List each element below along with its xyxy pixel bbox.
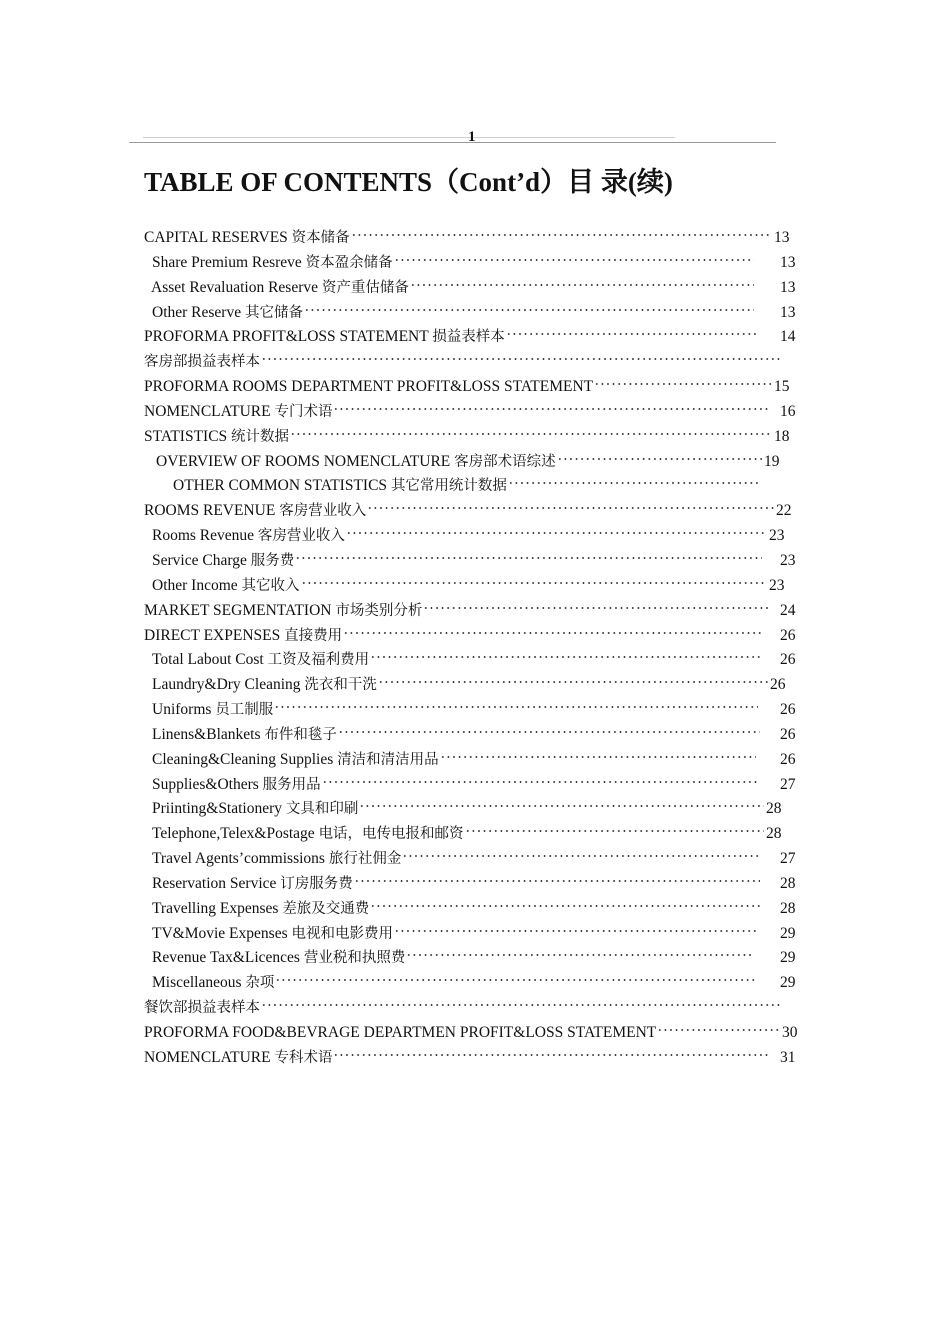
toc-entry[interactable] <box>144 872 804 897</box>
toc-entry[interactable] <box>144 325 804 350</box>
toc-entry[interactable] <box>144 624 804 649</box>
dot-leader <box>394 258 754 262</box>
toc-entry-label: Asset Revaluation Reserve 资产重估储备 <box>151 276 409 301</box>
toc-entry-label: Other Reserve 其它储备 <box>152 301 303 326</box>
header-rule-light <box>143 137 675 138</box>
dot-leader <box>406 953 754 957</box>
toc-entry-page: 26 <box>770 676 786 694</box>
dot-leader <box>506 332 756 336</box>
dot-leader <box>274 705 758 709</box>
toc-entry-label: Share Premium Resreve 资本盈余储备 <box>152 251 393 276</box>
toc-entry-label: ROOMS REVENUE 客房营业收入 <box>144 499 366 524</box>
toc-entry[interactable] <box>144 524 804 549</box>
toc-entry-page: 26 <box>780 750 796 768</box>
toc-entry-label: OTHER COMMON STATISTICS 其它常用统计数据 <box>173 474 507 499</box>
toc-entry-page: 18 <box>774 427 790 445</box>
toc-entry-page: 13 <box>774 229 790 246</box>
toc-entry-label: MARKET SEGMENTATION 市场类别分析 <box>144 599 422 624</box>
dot-leader <box>440 755 756 759</box>
toc-entry-label: DIRECT EXPENSES 直接费用 <box>144 624 342 649</box>
dot-leader <box>346 531 766 535</box>
toc-entry-label: Travelling Expenses 差旅及交通费 <box>152 897 369 922</box>
toc-entry-page: 19 <box>764 452 780 470</box>
toc-entry-page: 29 <box>780 974 796 992</box>
toc-entry[interactable] <box>144 450 804 475</box>
toc-entry-page: 31 <box>780 1048 796 1066</box>
dot-leader <box>370 904 762 908</box>
toc-entry-page: 26 <box>780 701 796 719</box>
toc-entry[interactable] <box>144 425 804 450</box>
toc-entry-page: 26 <box>780 651 796 669</box>
toc-entry[interactable] <box>144 922 804 947</box>
toc-entry-label: Laundry&Dry Cleaning 洗衣和干洗 <box>152 673 377 698</box>
dot-leader <box>423 606 768 610</box>
toc-entry-label: Miscellaneous 杂项 <box>152 971 274 996</box>
toc-entry[interactable] <box>144 1021 804 1046</box>
toc-entry[interactable] <box>144 226 804 251</box>
toc-entry[interactable] <box>144 847 804 872</box>
toc-entry[interactable] <box>144 276 804 301</box>
toc-entry-page: 28 <box>780 874 796 892</box>
toc-entry-label: Uniforms 员工制服 <box>152 698 273 723</box>
toc-entry-page: 29 <box>780 924 796 942</box>
header-rule <box>129 142 776 143</box>
toc-entry-label: Travel Agents’commissions 旅行社佣金 <box>152 847 401 872</box>
toc-entry-label: 餐饮部损益表样本 <box>144 996 260 1021</box>
toc-entry-label: Total Labout Cost 工资及福利费用 <box>152 648 369 673</box>
toc-entry-label: PROFORMA FOOD&BEVRAGE DEPARTMEN PROFIT&LOSS STATEMENT <box>144 1021 656 1046</box>
table-of-contents <box>144 226 804 1071</box>
toc-entry-page: 16 <box>780 402 796 420</box>
toc-entry-label: Supplies&Others 服务用品 <box>152 773 321 798</box>
page-title: TABLE OF CONTENTS（Cont’d）目 录(续) <box>144 167 673 197</box>
page-number: 1 <box>468 129 476 145</box>
dot-leader <box>290 432 772 436</box>
toc-entry-label: Revenue Tax&Licences 营业税和执照费 <box>152 946 405 971</box>
toc-entry-label: NOMENCLATURE 专门术语 <box>144 400 332 425</box>
toc-entry[interactable] <box>144 574 804 599</box>
toc-entry-label: PROFORMA ROOMS DEPARTMENT PROFIT&LOSS STATEMENT <box>144 375 593 400</box>
dot-leader <box>333 407 769 411</box>
toc-entry[interactable] <box>144 499 804 524</box>
dot-leader <box>338 730 760 734</box>
toc-entry-page: 26 <box>780 626 796 644</box>
toc-entry-page: 24 <box>780 601 796 619</box>
toc-entry-label: STATISTICS 统计数据 <box>144 425 289 450</box>
dot-leader <box>304 308 754 312</box>
dot-leader <box>322 780 758 784</box>
toc-entry[interactable] <box>144 748 804 773</box>
toc-entry-label: Telephone,Telex&Postage 电话，电传电报和邮资 <box>152 822 464 847</box>
dot-leader <box>261 357 780 361</box>
dot-leader <box>465 829 764 833</box>
dot-leader <box>367 506 776 510</box>
dot-leader <box>295 556 762 560</box>
toc-entry[interactable] <box>144 971 804 996</box>
dot-leader <box>275 978 756 982</box>
toc-entry-label: Service Charge 服务费 <box>152 549 294 574</box>
dot-leader <box>557 457 764 461</box>
toc-entry[interactable] <box>144 251 804 276</box>
toc-entry-page: 23 <box>769 576 785 594</box>
toc-entry[interactable] <box>144 474 804 499</box>
toc-entry[interactable] <box>144 599 804 624</box>
toc-entry-page: 28 <box>780 899 796 917</box>
toc-entry[interactable] <box>144 723 804 748</box>
dot-leader <box>657 1028 780 1032</box>
toc-entry[interactable] <box>144 698 804 723</box>
toc-entry-page: 13 <box>780 253 796 271</box>
toc-entry[interactable] <box>144 375 804 400</box>
toc-entry-label: PROFORMA PROFIT&LOSS STATEMENT 损益表样本 <box>144 325 505 350</box>
dot-leader <box>370 655 762 659</box>
toc-entry[interactable] <box>144 400 804 425</box>
dot-leader <box>359 804 764 808</box>
toc-entry-label: OVERVIEW OF ROOMS NOMENCLATURE 客房部术语综述 <box>156 450 556 475</box>
dot-leader <box>394 929 756 933</box>
toc-entry[interactable] <box>144 549 804 574</box>
dot-leader <box>594 382 772 386</box>
toc-entry-page: 28 <box>766 800 782 818</box>
toc-entry-label: CAPITAL RESERVES 资本储备 <box>144 226 350 251</box>
toc-entry-page: 13 <box>780 278 796 296</box>
toc-entry-page: 22 <box>776 502 792 520</box>
toc-entry-page: 13 <box>780 303 796 321</box>
toc-entry-page: 27 <box>780 850 796 868</box>
toc-entry-page: 23 <box>769 527 785 545</box>
dot-leader <box>301 581 766 585</box>
toc-entry-label: Rooms Revenue 客房营业收入 <box>152 524 345 549</box>
dot-leader <box>378 680 768 684</box>
toc-entry-label: Reservation Service 订房服务费 <box>152 872 353 897</box>
toc-entry-page: 23 <box>780 551 796 569</box>
dot-leader <box>351 233 772 237</box>
toc-entry[interactable] <box>144 897 804 922</box>
toc-entry[interactable] <box>144 773 804 798</box>
dot-leader <box>343 631 764 635</box>
dot-leader <box>354 879 760 883</box>
toc-entry-page: 29 <box>780 949 796 967</box>
toc-entry-page: 14 <box>780 328 796 346</box>
dot-leader <box>410 283 754 287</box>
toc-entry-page: 26 <box>780 725 796 743</box>
toc-entry-label: Linens&Blankets 布件和毯子 <box>152 723 337 748</box>
toc-entry[interactable] <box>144 996 804 1021</box>
toc-entry-page: 27 <box>780 775 796 793</box>
toc-entry[interactable] <box>144 350 804 375</box>
dot-leader <box>333 1053 770 1057</box>
toc-entry[interactable] <box>144 673 804 698</box>
dot-leader <box>261 1003 780 1007</box>
toc-entry-label: Priinting&Stationery 文具和印刷 <box>152 797 358 822</box>
toc-entry[interactable] <box>144 1046 804 1071</box>
toc-entry[interactable] <box>144 648 804 673</box>
dot-leader <box>402 854 762 858</box>
dot-leader <box>508 481 760 485</box>
toc-entry[interactable] <box>144 301 804 326</box>
toc-entry-label: TV&Movie Expenses 电视和电影费用 <box>152 922 393 947</box>
toc-entry-label: Cleaning&Cleaning Supplies 清洁和清洁用品 <box>152 748 439 773</box>
toc-entry-label: Other Income 其它收入 <box>152 574 300 599</box>
toc-entry-label: NOMENCLATURE 专科术语 <box>144 1046 332 1071</box>
toc-entry-label: 客房部损益表样本 <box>144 350 260 375</box>
toc-entry[interactable] <box>144 797 804 822</box>
toc-entry-page: 15 <box>774 378 790 396</box>
toc-entry[interactable] <box>144 822 804 847</box>
toc-entry-page: 30 <box>782 1024 798 1041</box>
toc-entry-page: 28 <box>766 825 782 843</box>
toc-entry[interactable] <box>144 946 804 971</box>
